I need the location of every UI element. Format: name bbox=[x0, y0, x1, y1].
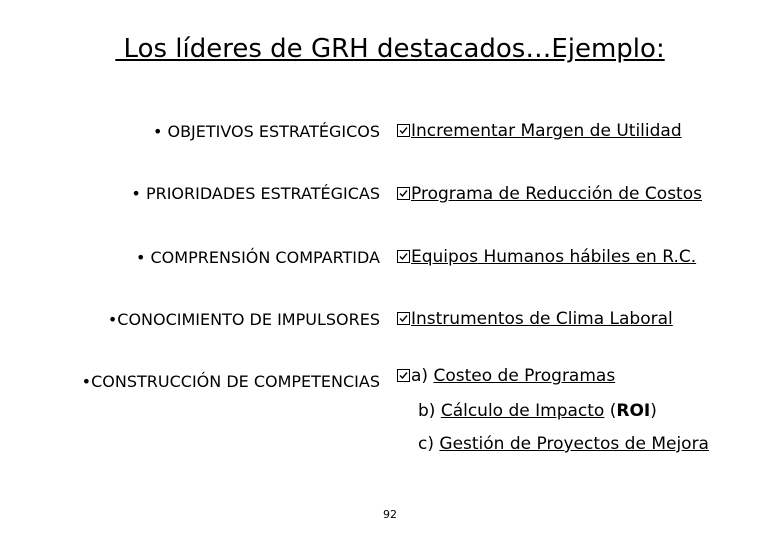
drivers-label: •CONOCIMIENTO DE IMPULSORES bbox=[107, 310, 380, 329]
competencies-value-text: Costeo de Programas bbox=[433, 366, 616, 386]
sub-item-c-prefix: c) bbox=[418, 434, 440, 454]
competencies-prefix: a) bbox=[411, 366, 434, 386]
page-number: 92 bbox=[383, 508, 397, 521]
priorities-value-text: Programa de Reducción de Costos bbox=[411, 184, 702, 204]
competencies-value bbox=[397, 366, 615, 386]
checkbox-checked-icon bbox=[397, 369, 410, 382]
sub-item-b-text: Cálculo de Impacto bbox=[440, 401, 605, 421]
sub-item-b-roi: ROI bbox=[616, 401, 651, 421]
sub-item-b bbox=[418, 401, 657, 421]
sub-item-c bbox=[418, 434, 709, 454]
drivers-value bbox=[397, 309, 673, 329]
slide-title: Los líderes de GRH destacados…Ejemplo: bbox=[115, 34, 665, 64]
checkbox-checked-icon bbox=[397, 187, 410, 200]
shared-understanding-value-text: Equipos Humanos hábiles en R.C. bbox=[411, 247, 697, 267]
checkbox-checked-icon bbox=[397, 312, 410, 325]
sub-item-b-paren-open: ( bbox=[604, 401, 617, 421]
sub-item-c-text: Gestión de Proyectos de Mejora bbox=[439, 434, 709, 454]
sub-item-b-paren-close: ) bbox=[650, 401, 657, 421]
priorities-label: • PRIORIDADES ESTRATÉGICAS bbox=[131, 184, 380, 203]
checkbox-checked-icon bbox=[397, 124, 410, 137]
drivers-value-text: Instrumentos de Clima Laboral bbox=[411, 309, 673, 329]
checkbox-checked-icon bbox=[397, 250, 410, 263]
shared-understanding-label: • COMPRENSIÓN COMPARTIDA bbox=[135, 248, 380, 267]
shared-understanding-value bbox=[397, 247, 696, 267]
sub-item-b-prefix: b) bbox=[418, 401, 441, 421]
objective-label: • OBJETIVOS ESTRATÉGICOS bbox=[152, 122, 380, 141]
competencies-label: •CONSTRUCCIÓN DE COMPETENCIAS bbox=[81, 372, 380, 391]
priorities-value bbox=[397, 184, 702, 204]
objective-value-text: Incrementar Margen de Utilidad bbox=[411, 121, 682, 141]
objective-value bbox=[397, 121, 682, 141]
